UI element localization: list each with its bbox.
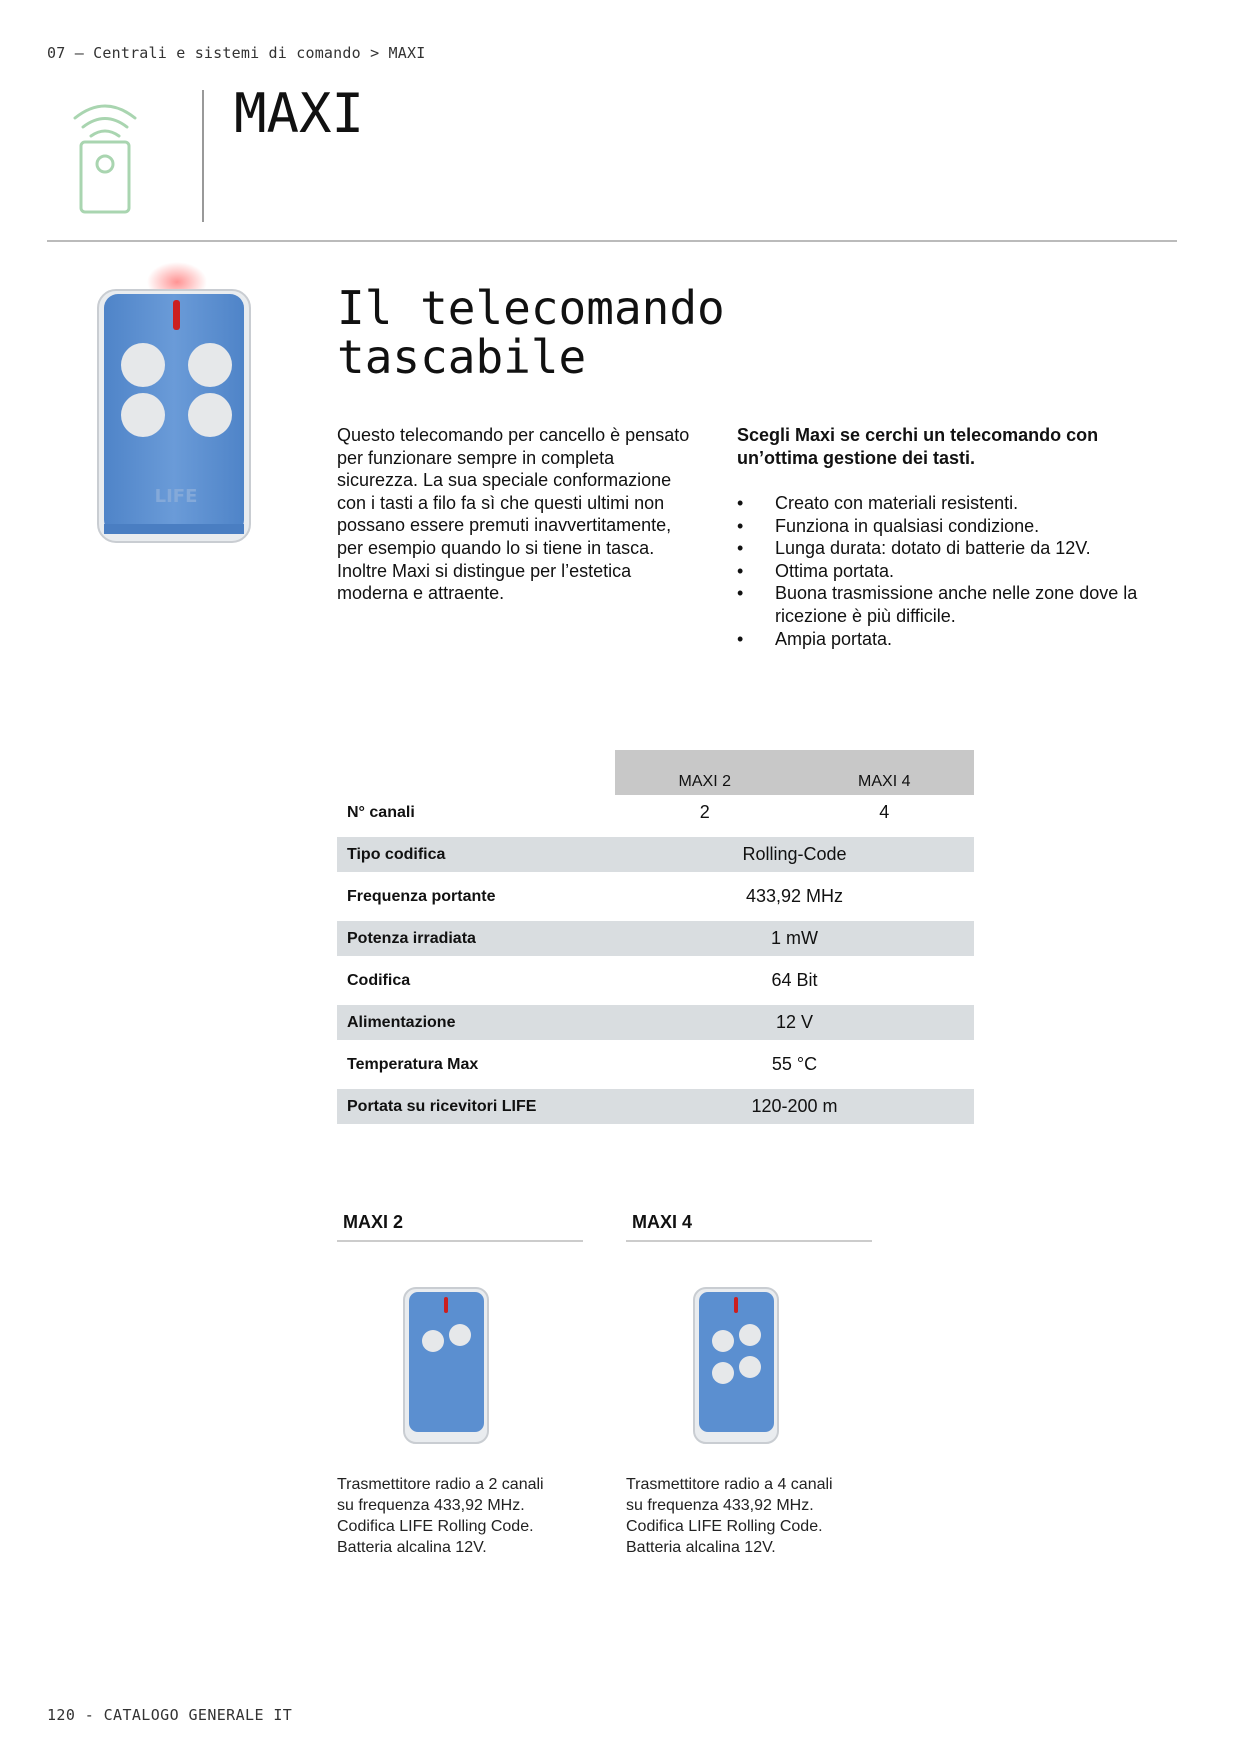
maxi2-remote-image [398, 1283, 498, 1448]
table-header-blank [337, 750, 615, 795]
row-value: 4 [879, 802, 890, 822]
section-title [337, 281, 725, 384]
variant-desc-line: Trasmettitore radio a 2 canali [337, 1476, 544, 1493]
variant-desc-line: Batteria alcalina 12V. [626, 1539, 776, 1556]
features-list [737, 492, 1157, 650]
variant-desc-maxi4 [626, 1474, 866, 1558]
maxi4-remote-image [688, 1283, 788, 1448]
table-row [337, 1089, 974, 1124]
variant-title-maxi4: MAXI 4 [632, 1212, 693, 1232]
row-value: 55 °C [771, 1054, 818, 1074]
list-item: • Funziona in qualsiasi condizione. [737, 515, 1157, 538]
table-row [337, 1005, 974, 1040]
column-header-maxi2: MAXI 2 [615, 750, 795, 795]
intro-paragraph: Questo telecomando per cancello è pensato per funzionare sempre in completa sicurezza. La sua speciale conformazione con i tasti a filo fa sì che questi ultimi non possano essere premuti inavvertitamente, per esempio quando lo si tiene in tasca. Inoltre Maxi si distingue per l’estetica moderna e attraente. [337, 425, 690, 604]
brand-logo: LIFE [154, 486, 198, 507]
row-label: Alimentazione [337, 1005, 615, 1040]
table-row [337, 795, 974, 830]
table-row [337, 1047, 974, 1082]
list-item: • Buona trasmissione anche nelle zone dove la ricezione è più difficile. [737, 582, 1157, 627]
row-label: N° canali [347, 803, 415, 821]
row-value: 64 Bit [771, 970, 818, 990]
row-value: 12 V [615, 1005, 974, 1040]
variant-desc-line: su frequenza 433,92 MHz. [337, 1497, 525, 1514]
row-label: Tipo codifica [337, 837, 615, 872]
list-item: • Ottima portata. [737, 560, 1157, 583]
variant-desc-line: su frequenza 433,92 MHz. [626, 1497, 814, 1514]
section-title-line1: Il telecomando [337, 281, 725, 335]
row-label: Codifica [347, 971, 411, 989]
row-label: Portata su ricevitori LIFE [337, 1089, 615, 1124]
table-row [337, 879, 974, 914]
list-item: • Creato con materiali resistenti. [737, 492, 1157, 515]
row-value: 1 mW [615, 921, 974, 956]
table-row [337, 921, 974, 956]
variant-desc-maxi2 [337, 1474, 577, 1558]
header-divider [202, 90, 204, 222]
table-row [337, 963, 974, 998]
breadcrumb: 07 — Centrali e sistemi di comando > MAXI [47, 44, 426, 62]
row-label: Frequenza portante [347, 887, 496, 905]
list-item: • Ampia portata. [737, 628, 1157, 651]
table-row [337, 837, 974, 872]
variant-rule-maxi2 [337, 1240, 583, 1242]
row-value: Rolling-Code [615, 837, 974, 872]
variant-title-maxi2: MAXI 2 [343, 1212, 404, 1232]
column-header-maxi4: MAXI 4 [795, 750, 975, 795]
section-title-line2: tascabile [337, 330, 587, 384]
row-value: 433,92 MHz [745, 886, 844, 906]
page-footer: 120 - CATALOGO GENERALE IT [47, 1706, 293, 1724]
row-label: Temperatura Max [347, 1055, 479, 1073]
header-rule [47, 240, 1177, 242]
page-title: MAXI [234, 82, 365, 145]
remote-signal-icon [70, 98, 140, 218]
variant-desc-line: Codifica LIFE Rolling Code. [337, 1518, 534, 1535]
features-lead: Scegli Maxi se cerchi un telecomando con un’ottima gestione dei tasti. [737, 425, 1099, 468]
variant-desc-line: Codifica LIFE Rolling Code. [626, 1518, 823, 1535]
row-value: 120-200 m [615, 1089, 974, 1124]
maxi-remote-image [90, 262, 265, 552]
row-value: 2 [699, 802, 710, 822]
row-label: Potenza irradiata [337, 921, 615, 956]
variant-rule-maxi4 [626, 1240, 872, 1242]
specs-table [337, 750, 974, 1124]
list-item: • Lunga durata: dotato di batterie da 12V. [737, 537, 1157, 560]
variant-desc-line: Trasmettitore radio a 4 canali [626, 1476, 833, 1493]
variant-desc-line: Batteria alcalina 12V. [337, 1539, 487, 1556]
table-header-row [337, 750, 974, 795]
